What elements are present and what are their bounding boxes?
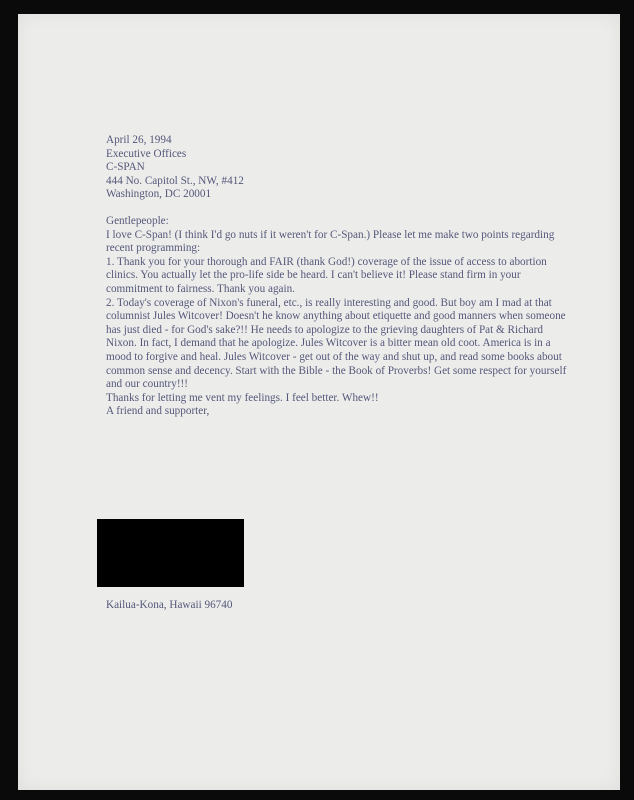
point-one-paragraph: 1. Thank you for your thorough and FAIR (thank God!) coverage of the issue of access to abortion clinics. You actually let the pro-life side be heard. I can't believe it! Please stand firm in your commitment to fairness. Thank you again. [106, 255, 547, 295]
letter-date: April 26, 1994 [106, 134, 172, 146]
recipient-line-4: Washington, DC 20001 [106, 188, 212, 201]
redacted-signature-block [97, 519, 244, 587]
recipient-address [106, 148, 572, 202]
sender-city: Kailua-Kona, Hawaii 96740 [106, 599, 233, 611]
letter-body [106, 134, 572, 419]
thanks-paragraph: Thanks for letting me vent my feelings. I feel better. Whew!! [106, 391, 379, 404]
salutation: Gentlepeople: [106, 214, 169, 227]
point-two-paragraph: 2. Today's coverage of Nixon's funeral, etc., is really interesting and good. But boy am I mad at that columnist Jules Witcover! Doesn't he know anything about etiquette and good manners when someone has just died - for God's sake?!! He needs to apologize to the grieving daughters of Pat & Richard Nixon. In fact, I demand that he apologize. Jules Witcover is a bitter mean old coot. America is in a mood to forgive and heal. Jules Witcover - get out of the way and shut up, and read some books about common sense and decency. Start with the Bible - the Book of Proverbs! Get some respect for yourself and our country!!! [106, 296, 567, 391]
closing-line: A friend and supporter, [106, 405, 210, 418]
recipient-line-2: C-SPAN [106, 161, 145, 174]
recipient-line-1: Executive Offices [106, 147, 187, 160]
recipient-line-3: 444 No. Capitol St., NW, #412 [106, 174, 244, 187]
intro-paragraph: I love C-Span! (I think I'd go nuts if it weren't for C-Span.) Please let me make two points regarding recent programming: [106, 228, 555, 255]
